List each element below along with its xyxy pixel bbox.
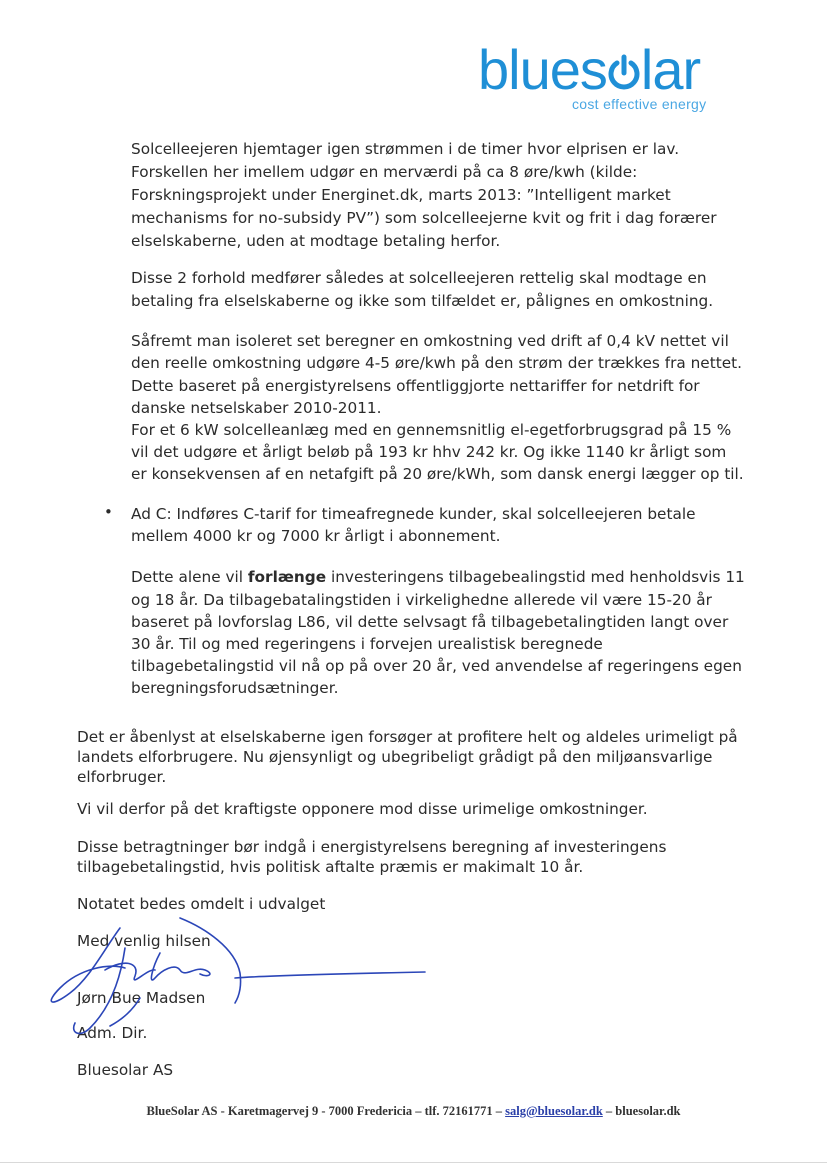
text-line: Dette baseret på energistyrelsens offentliggjorte nettariffer for netdrift for (131, 377, 700, 395)
text-line: Ad C: Indføres C-tarif for timeafregnede kunder, skal solcelleejeren betale (131, 505, 696, 523)
text-line: elforbruger. (77, 768, 167, 786)
greeting: Med venlig hilsen (77, 932, 211, 950)
text-line: Såfremt man isoleret set beregner en omkostning ved drift af 0,4 kV nettet vil (131, 332, 729, 350)
text-line: Forskellen her imellem udgør en merværdi på ca 8 øre/kwh (kilde: (131, 163, 638, 181)
text-line: baseret på lovforslag L86, vil dette selvsagt få tilbagebetalingtiden langt over (131, 613, 729, 631)
text-line: landets elforbrugere. Nu øjensynligt og ubegribeligt grådigt på den miljøansvarlige (77, 748, 713, 766)
text-line: den reelle omkostning udgøre 4-5 øre/kwh på den strøm der trækkes fra nettet. (131, 354, 742, 372)
closing-note: Notatet bedes omdelt i udvalget (77, 895, 326, 913)
text-line: 30 år. Til og med regeringens i forvejen urealistisk beregnede (131, 635, 603, 653)
page-bottom-divider (0, 1162, 827, 1163)
bullet-symbol: • (104, 503, 113, 521)
text-line: mellem 4000 kr og 7000 kr årligt i abonnement. (131, 527, 501, 545)
logo-tagline: cost effective energy (572, 96, 707, 112)
text-line: Dette alene vil forlænge investeringens tilbagebealingstid med henholdsvis 11 (131, 568, 745, 586)
text-line: Disse betragtninger bør indgå i energistyrelsens beregning af investeringens (77, 838, 667, 856)
company-logo (470, 38, 730, 118)
text-line: og 18 år. Da tilbagebatalingstiden i virkelighedne allerede vil være 15-20 år (131, 591, 712, 609)
text-line: For et 6 kW solcelleanlæg med en gennemsnitlig el-egetforbrugsgrad på 15 % (131, 421, 732, 439)
text-line: elselskaberne, uden at modtage betaling herfor. (131, 232, 501, 250)
text-line: er konsekvensen af en netafgift på 20 øre/kWh, som dansk energi lægger op til. (131, 465, 744, 483)
signer-name: Jørn Bue Madsen (77, 989, 206, 1007)
text-line: vil det udgøre et årligt beløb på 193 kr hhv 242 kr. Og ikke 1140 kr årligt som (131, 443, 727, 461)
text-line: Disse 2 forhold medfører således at solcelleejeren rettelig skal modtage en (131, 269, 707, 287)
handwritten-signature (30, 908, 450, 1058)
logo-wordmark: blues lar (478, 38, 701, 101)
signer-title: Adm. Dir. (77, 1024, 148, 1042)
text-line: Solcelleejeren hjemtager igen strømmen i de timer hvor elprisen er lav. (131, 140, 680, 158)
company-name: Bluesolar AS (77, 1061, 174, 1079)
text-line: tilbagebetalingstid vil nå op på over 20 år, ved anvendelse af regeringens egen (131, 657, 742, 675)
footer: BlueSolar AS - Karetmagervej 9 - 7000 Fredericia – tlf. 72161771 – salg@bluesolar.dk – bluesolar.dk (146, 1104, 681, 1118)
text-line: tilbagebetalingstid, hvis politisk aftalte præmis er makimalt 10 år. (77, 858, 584, 876)
text-line: mechanisms for no-subsidy PV”) som solcelleejerne kvit og frit i dag forærer (131, 209, 717, 227)
text-line: danske netselskaber 2010-2011. (131, 399, 382, 417)
power-symbol-icon (607, 53, 641, 93)
text-line: Det er åbenlyst at elselskaberne igen forsøger at profitere helt og aldeles urimeligt på (77, 728, 738, 746)
email-link[interactable]: salg@bluesolar.dk (505, 1104, 603, 1118)
text-line: beregningsforudsætninger. (131, 679, 339, 697)
emphasis-text: forlænge (247, 568, 327, 586)
paragraph-6: Vi vil derfor på det kraftigste opponere mod disse urimelige omkostninger. (77, 800, 648, 818)
text-line: Forskningsprojekt under Energinet.dk, marts 2013: ”Intelligent market (131, 186, 671, 204)
text-line: betaling fra elselskaberne og ikke som tilfældet er, pålignes en omkostning. (131, 292, 714, 310)
